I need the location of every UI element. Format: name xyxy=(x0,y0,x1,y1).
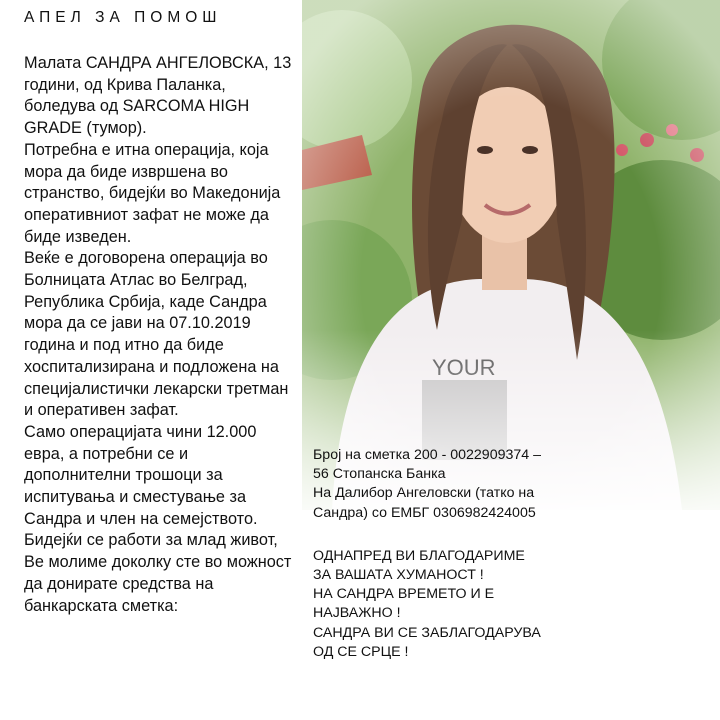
appeal-paragraph: Потребна е итна операција, која мора да биде извршена во странство, бидејќи во Македонија оперативниот зафат не може да биде изведен. xyxy=(24,140,281,246)
appeal-paragraph: Веќе е договорена операција во Болницата Атлас во Белград, Република Србија, каде Сандра мора да се јави на 07.10.2019 година и под итно да биде хоспитализирана и подложена на специјалистички лекарски третман и оперативен зафат. xyxy=(24,249,289,420)
photo-illustration xyxy=(302,0,720,510)
bank-holder: На Далибор Ангеловски (татко на Сандра) со ЕМБГ 0306982424005 xyxy=(313,485,536,521)
thanks-message: ОДНАПРЕД ВИ БЛАГОДАРИМЕ ЗА ВАШАТА ХУМАНОСТ ! xyxy=(313,547,525,584)
appeal-paragraph: Малата САНДРА АНГЕЛОВСКА, 13 години, од Крива Паланка, боледува од SARCOMA HIGH GRADE (тумор). xyxy=(24,54,292,138)
bank-account: Број на сметка 200 - 0022909374 – 56 Стопанска Банка xyxy=(313,447,541,483)
thanks-message: САНДРА ВИ СЕ ЗАБЛАГОДАРУВА ОД СЕ СРЦЕ ! xyxy=(313,624,541,660)
girl-photo xyxy=(302,0,720,510)
thanks-message: НА САНДРА ВРЕМЕТО И Е НАЈВАЖНО ! xyxy=(313,586,495,622)
appeal-text xyxy=(24,53,292,617)
appeal-title: АПЕЛ ЗА ПОМОШ xyxy=(24,9,222,26)
appeal-paragraph: Бидејќи се работи за млад живот, Ве молиме доколку сте во можност да донирате средства на банкарската сметка: xyxy=(24,531,292,615)
appeal-paragraph: Само операцијата чини 12.000 евра, а потребни се и дополнителни трошоци за испитувања и сместување за Сандра и член на семејството. xyxy=(24,422,258,528)
bank-and-thanks xyxy=(313,446,541,662)
